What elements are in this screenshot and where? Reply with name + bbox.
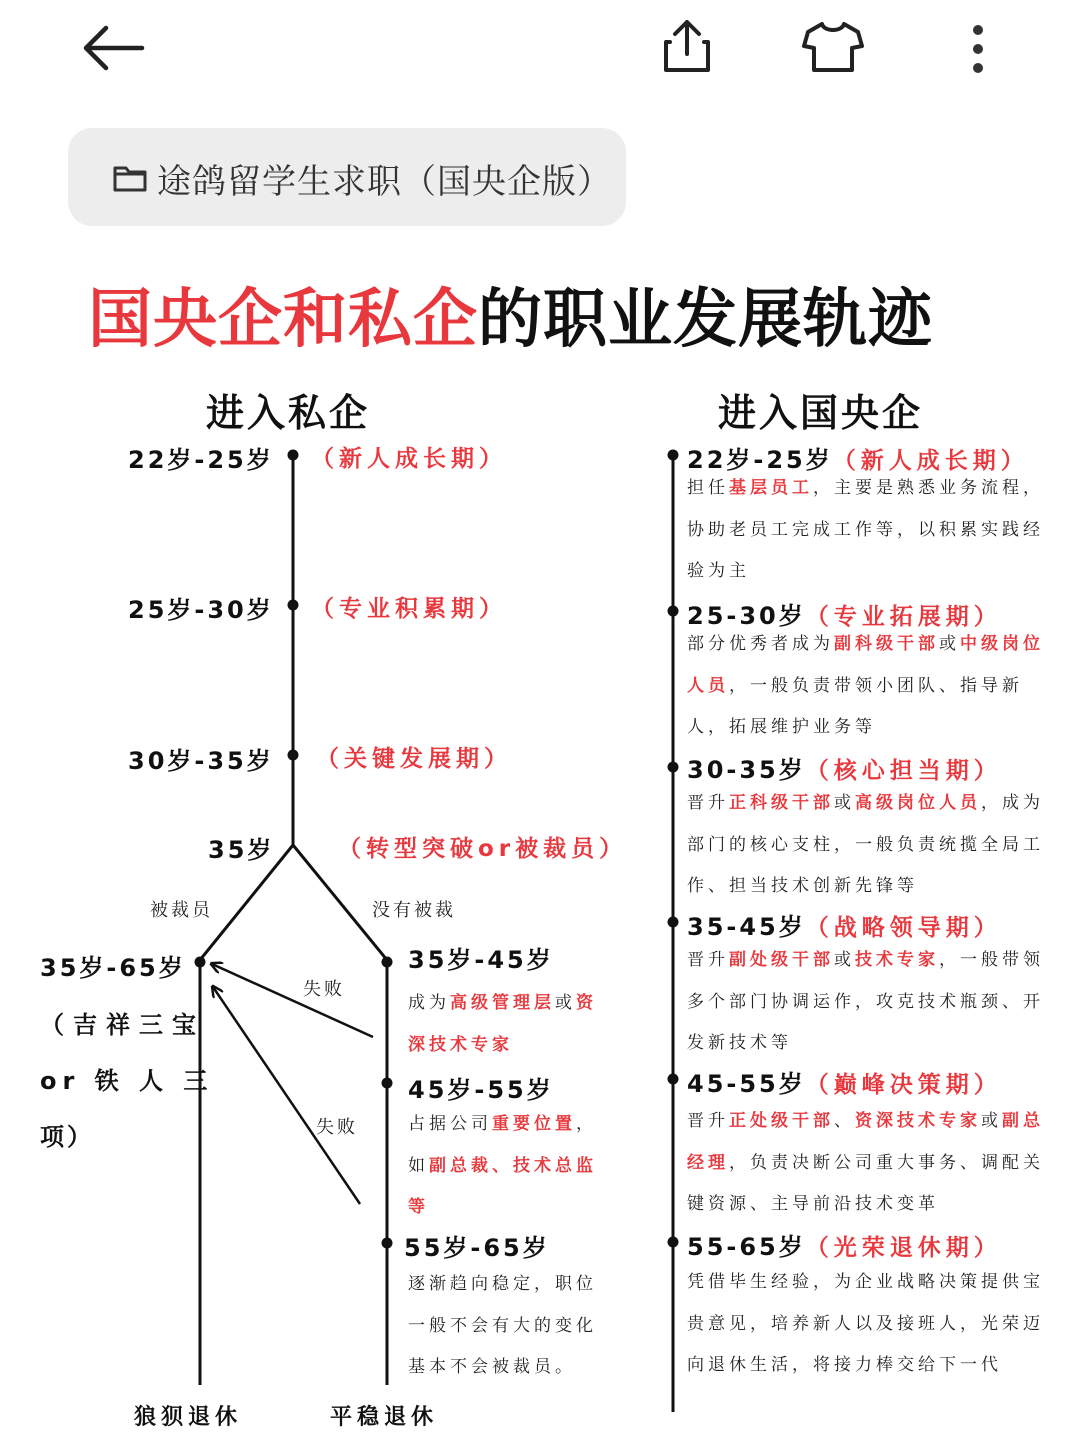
soe-desc-6: 凭借毕生经验，为企业战略决策提供宝贵意见，培养新人以及接班人，光荣迈向退休生活，将接力棒交给下一代 [687, 1272, 1044, 1375]
soe-heading: 进入国央企 [718, 391, 924, 435]
private-dot-1 [288, 450, 299, 461]
private-stage-2: （专业积累期） [311, 596, 507, 622]
soe-dot-4 [668, 917, 679, 928]
soe-desc-4: 晋升副处级干部或技术专家，一般带领多个部门协调运作，攻克技术瓶颈、开发新技术等 [687, 950, 1044, 1053]
private-age-3: 30岁-35岁 [128, 747, 274, 775]
soe-desc-3: 晋升正科级干部或高级岗位人员，成为部门的核心支柱，一般负责统揽全局工作、担当技术创新先锋等 [687, 793, 1044, 896]
branch-age-1: 35岁-45岁 [408, 946, 554, 974]
private-age-2: 25岁-30岁 [128, 596, 274, 624]
soe-stage-2: 25-30岁（专业拓展期） [687, 602, 1002, 630]
private-age-4: 35岁 [208, 836, 275, 864]
soe-desc-1: 担任基层员工，主要是熟悉业务流程，协助老员工完成工作等，以积累实践经验为主 [687, 478, 1044, 581]
private-heading: 进入私企 [206, 391, 371, 435]
collection-label[interactable]: 途鸽留学生求职（国央企版） [157, 162, 612, 202]
end-left-label: 狼狈退休 [134, 1405, 243, 1430]
soe-dot-6 [668, 1237, 679, 1248]
left-age: 35岁-65岁 [40, 954, 186, 982]
fail-label-1: 失败 [303, 979, 345, 1000]
private-stage-1: （新人成长期） [311, 446, 507, 472]
title-black: 的职业发展轨迹 [478, 283, 933, 357]
branch-desc-1: 成为高级管理层或资 深技术专家 [408, 993, 597, 1055]
soe-stage-6: 55-65岁（光荣退休期） [687, 1233, 1002, 1261]
soe-dot-2 [668, 606, 679, 617]
soe-stage-1: 22岁-25岁（新人成长期） [687, 446, 1029, 474]
left-line-2: or 铁 人 三 [40, 1067, 214, 1095]
private-dot-2 [288, 600, 299, 611]
private-stage-4: （转型突破or被裁员） [338, 836, 628, 862]
branch-not-laid-off-label: 没有被裁 [372, 900, 456, 921]
soe-stage-3: 30-35岁（核心担当期） [687, 756, 1002, 784]
title-red: 国央企和私企 [88, 283, 478, 357]
soe-dot-3 [668, 762, 679, 773]
soe-stage-4: 35-45岁（战略领导期） [687, 913, 1002, 941]
end-right-label: 平稳退休 [330, 1405, 439, 1430]
branch-age-3: 55岁-65岁 [404, 1234, 550, 1262]
branch-laid-off-label: 被裁员 [150, 900, 213, 921]
right-dot-2 [382, 1078, 393, 1089]
left-dot [195, 957, 206, 968]
left-line-3: 项） [40, 1123, 94, 1151]
private-dot-3 [288, 750, 299, 761]
right-dot-3 [382, 1238, 393, 1249]
fail-arrow-2 [213, 987, 360, 1204]
soe-stage-5: 45-55岁（巅峰决策期） [687, 1070, 1002, 1098]
fail-label-2: 失败 [316, 1117, 358, 1138]
soe-desc-2: 部分优秀者成为副科级干部或中级岗位人员，一般负责带领小团队、指导新人，拓展维护业务等 [687, 634, 1044, 737]
right-dot-1 [382, 957, 393, 968]
left-line-1: （吉祥三宝 [40, 1011, 205, 1039]
private-age-1: 22岁-25岁 [128, 446, 274, 474]
soe-desc-5: 晋升正处级干部、资深技术专家或副总经理，负责决断公司重大事务、调配关键资源、主导前沿技术变革 [687, 1111, 1044, 1214]
soe-dot-5 [668, 1074, 679, 1085]
branch-desc-2: 占据公司重要位置， 如副总裁、技术总监 等 [408, 1114, 597, 1217]
branch-desc-3: 逐渐趋向稳定，职位 一般不会有大的变化 基本不会被裁员。 [408, 1274, 597, 1377]
branch-age-2: 45岁-55岁 [408, 1076, 554, 1104]
soe-dot-1 [668, 450, 679, 461]
private-stage-3: （关键发展期） [316, 746, 512, 772]
fail-arrow-1 [212, 964, 373, 1037]
